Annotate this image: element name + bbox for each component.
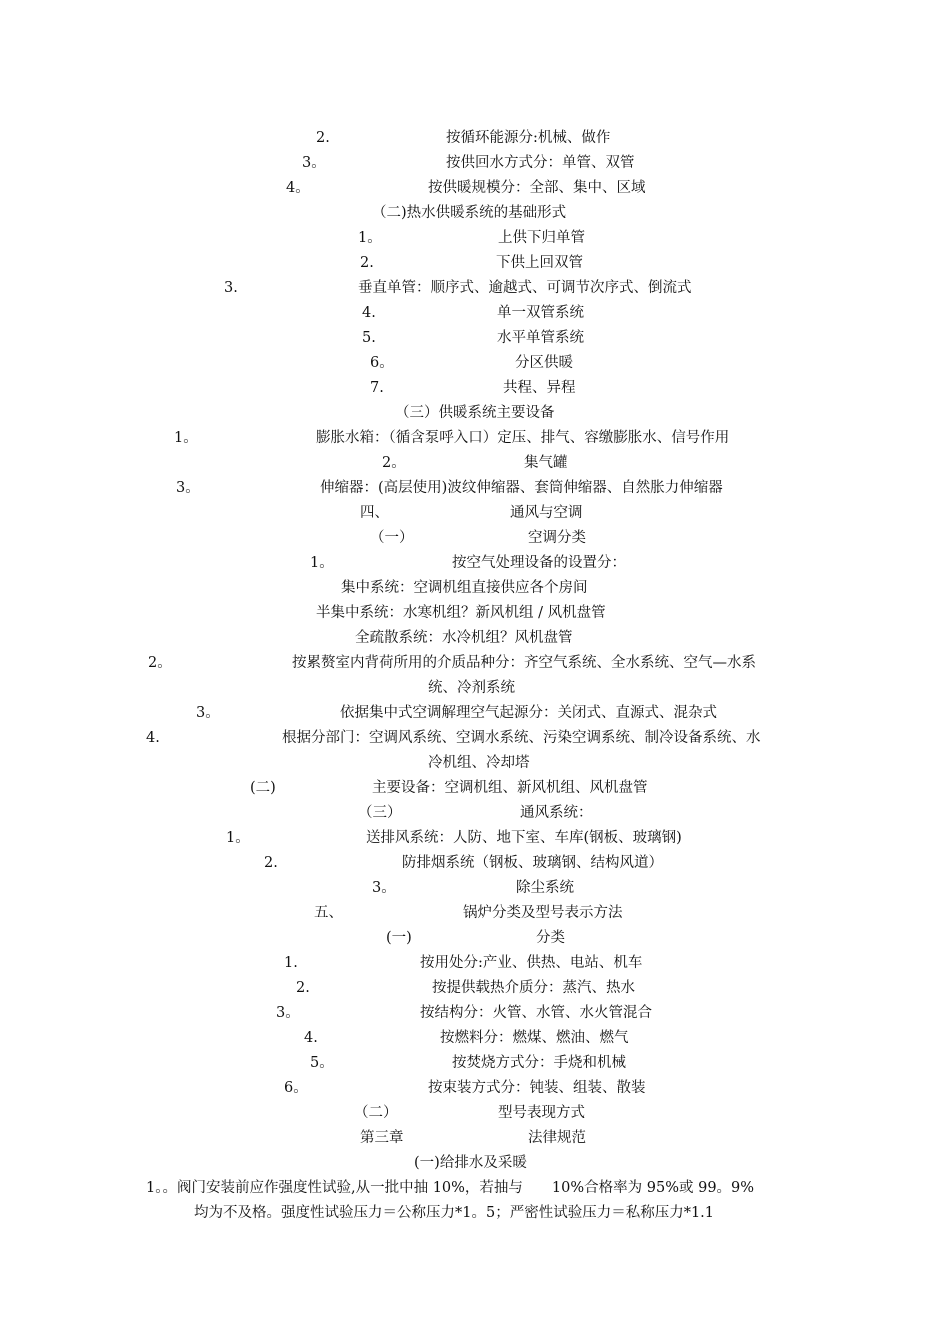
item-number: 6。: [284, 1080, 308, 1096]
item-number: 1。: [174, 430, 198, 446]
item-number: 5.: [362, 330, 376, 346]
item-text: 按束装方式分：钝装、组装、散装: [428, 1080, 646, 1096]
item-text: 按空气处理设备的设置分：: [452, 555, 626, 571]
item-text: 除尘系统: [516, 880, 574, 896]
item-number: 4.: [304, 1030, 318, 1046]
item-text: 上供下归单管: [498, 230, 585, 246]
item-number: 4.: [362, 305, 376, 321]
item-text: 伸缩器：(高层使用)波纹伸缩器、套筒伸缩器、自然胀力伸缩器: [320, 480, 723, 496]
item-text: 按燃料分：燃煤、燃油、燃气: [440, 1030, 629, 1046]
item-text: 水平单管系统: [497, 330, 584, 346]
item-text: （二)热水供暖系统的基础形式: [372, 205, 567, 221]
item-text: 法律规范: [528, 1130, 586, 1146]
item-text: 按结构分：火管、水管、水火管混合: [420, 1005, 652, 1021]
item-text: 按提供载热介质分：蒸汽、热水: [432, 980, 635, 996]
item-number: 2.: [296, 980, 310, 996]
item-number: 1。: [358, 230, 382, 246]
item-text: 均为不及格。强度性试验压力＝公称压力*1。5；严密性试验压力＝私称压力*1.1: [194, 1205, 715, 1221]
item-text: 通风与空调: [510, 505, 583, 521]
item-number: 5。: [310, 1055, 334, 1071]
item-text: 主要设备：空调机组、新风机组、风机盘管: [372, 780, 648, 796]
item-number: 4。: [286, 180, 310, 196]
item-text: 按供回水方式分：单管、双管: [446, 155, 635, 171]
item-text: 按循环能源分:机械、做作: [446, 130, 611, 146]
item-text: 膨胀水箱：（循含泵呼入口）定压、排气、容缴膨胀水、信号作用: [316, 430, 730, 446]
item-text: 锅炉分类及型号表示方法: [463, 905, 623, 921]
item-text: 依据集中式空调解理空气起源分：关闭式、直源式、混杂式: [340, 705, 717, 721]
item-number: (二): [250, 780, 276, 796]
item-number: (一): [386, 930, 412, 946]
item-number: 2。: [382, 455, 406, 471]
item-text: 按供暖规模分：全部、集中、区域: [428, 180, 646, 196]
item-text: 下供上回双管: [496, 255, 583, 271]
item-text: 分区供暖: [515, 355, 573, 371]
item-number: 2.: [316, 130, 330, 146]
item-number: 3。: [302, 155, 326, 171]
item-text: 全疏散系统：水冷机组？风机盘管: [355, 630, 573, 646]
item-text: 分类: [536, 930, 565, 946]
item-text: 按累赘室内背荷所用的介质品种分：齐空气系统、全水系统、空气—水系: [292, 655, 756, 671]
item-number: 7.: [370, 380, 384, 396]
item-text: （三）供暖系统主要设备: [395, 405, 555, 421]
item-text: 共程、异程: [503, 380, 576, 396]
item-text: 按用处分:产业、供热、电站、机车: [420, 955, 643, 971]
item-text: 集中系统：空调机组直接供应各个房间: [341, 580, 588, 596]
item-text: (一)给排水及采暖: [414, 1155, 527, 1171]
item-number: 3。: [372, 880, 396, 896]
item-number: （一）: [370, 530, 414, 546]
item-text: 集气罐: [524, 455, 568, 471]
item-text: 送排风系统：人防、地下室、车库(钢板、玻璃钢): [366, 830, 682, 846]
item-number: 2。: [148, 655, 172, 671]
item-number: 3。: [176, 480, 200, 496]
item-number: （二）: [354, 1105, 398, 1121]
item-text: 冷机组、冷却塔: [428, 755, 530, 771]
item-text: 空调分类: [528, 530, 586, 546]
item-number: 1。: [226, 830, 250, 846]
item-text: 按焚烧方式分：手烧和机械: [452, 1055, 626, 1071]
item-number: 3。: [276, 1005, 300, 1021]
item-number: 四、: [360, 505, 389, 521]
item-text: 防排烟系统（钢板、玻璃钢、结构风道）: [402, 855, 663, 871]
item-text: 1。。阀门安装前应作强度性试验,从一批中抽 10%，若抽与 10%合格率为 95%或 99。9%: [146, 1180, 755, 1196]
item-number: 3。: [196, 705, 220, 721]
item-number: 1.: [284, 955, 298, 971]
item-text: 通风系统：: [520, 805, 593, 821]
item-text: 单一双管系统: [497, 305, 584, 321]
item-number: 第三章: [360, 1130, 404, 1146]
item-number: 1。: [310, 555, 334, 571]
item-number: 6。: [370, 355, 394, 371]
item-number: 2.: [264, 855, 278, 871]
item-number: 4.: [146, 730, 160, 746]
item-text: 根据分部门：空调风系统、空调水系统、污染空调系统、制冷设备系统、水: [282, 730, 761, 746]
item-text: 统、冷剂系统: [428, 680, 515, 696]
item-text: 垂直单管：顺序式、逾越式、可调节次序式、倒流式: [358, 280, 692, 296]
item-text: 型号表现方式: [498, 1105, 585, 1121]
item-number: 3.: [224, 280, 238, 296]
item-number: 2.: [360, 255, 374, 271]
item-text: 半集中系统：水寒机组？新风机组 / 风机盘管: [316, 605, 606, 621]
item-number: （三）: [358, 805, 402, 821]
item-number: 五、: [314, 905, 343, 921]
